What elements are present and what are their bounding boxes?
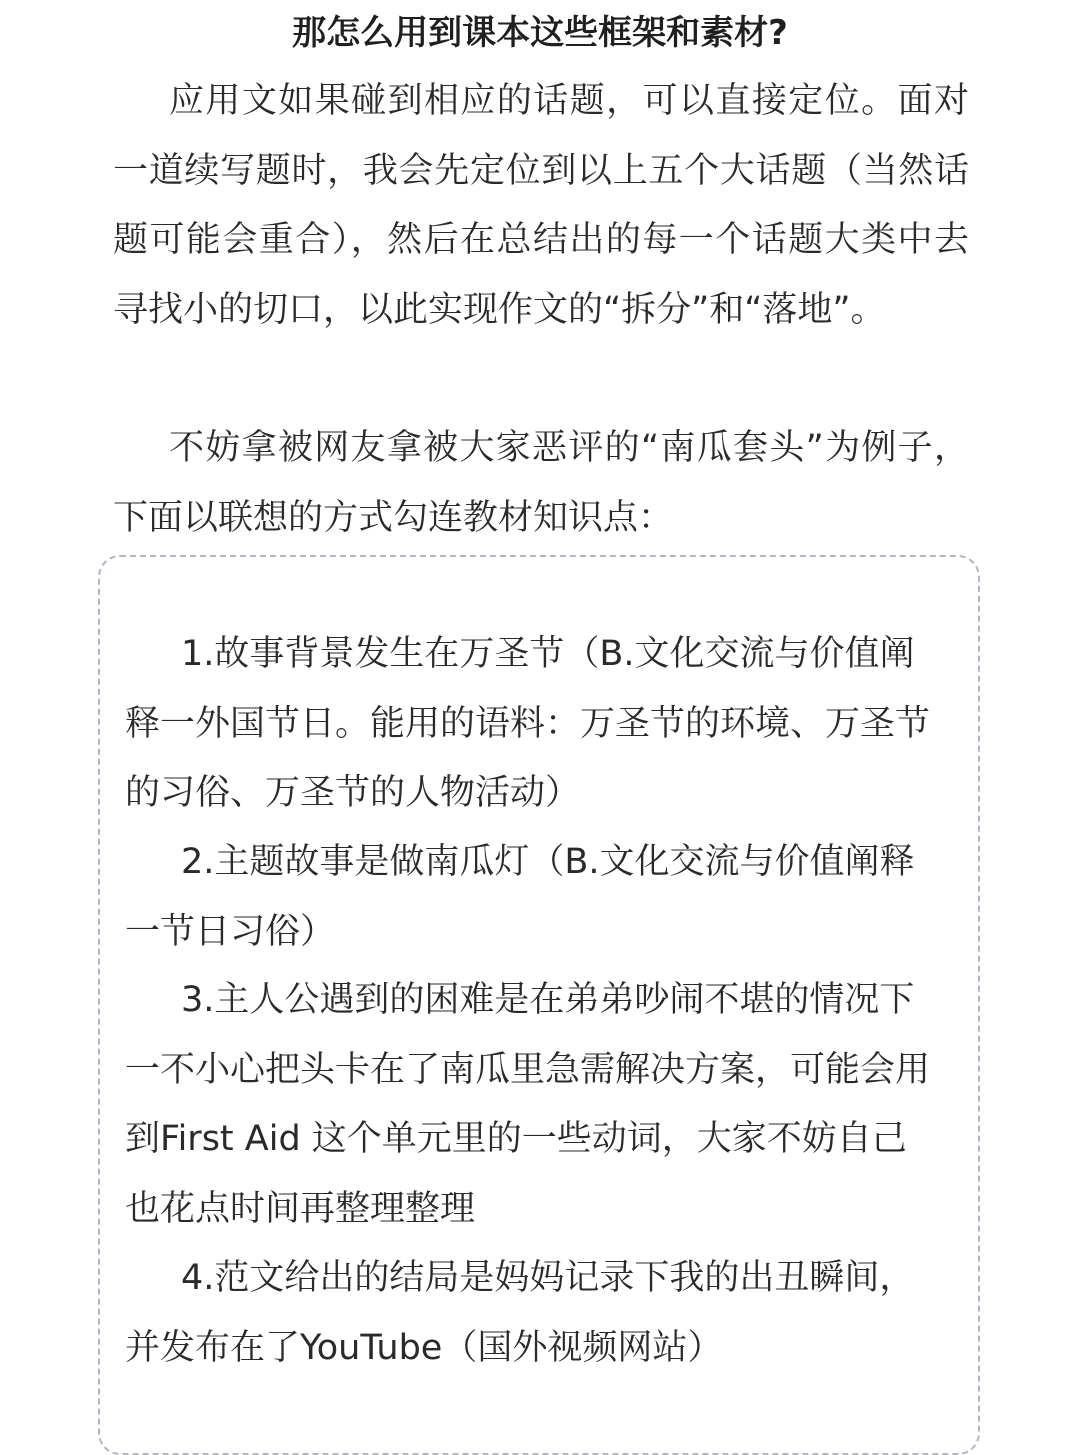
list-item-1: 1.故事背景发生在万圣节（B.文化交流与价值阐释一外国节日。能用的语料：万圣节的环境、万圣节的习俗、万圣节的人物活动） [125,634,931,813]
body-paragraph-1: 应用文如果碰到相应的话题，可以直接定位。面对一道续写题时，我会先定位到以上五个大话题（当然话题可能会重合），然后在总结出的每一个话题大类中去寻找小的切口，以此实现作文的“拆分”和“落地”。 [113,81,969,330]
list-item-3: 3.主人公遇到的困难是在弟弟吵闹不堪的情况下一不小心把头卡在了南瓜里急需解决方案，可能会用到First Aid 这个单元里的一些动词，大家不妨自己也花点时间再整理整理 [125,980,931,1229]
body-paragraph-2: 不妨拿被网友拿被大家恶评的“南瓜套头”为例子，下面以联想的方式勾连教材知识点： [113,428,969,538]
list-item-4: 4.范文给出的结局是妈妈记录下我的出丑瞬间，并发布在了YouTube（国外视频网站） [125,1258,915,1368]
section-heading: 那怎么用到课本这些框架和素材? [292,13,788,53]
list-item-2: 2.主题故事是做南瓜灯（B.文化交流与价值阐释一节日习俗） [125,842,915,952]
